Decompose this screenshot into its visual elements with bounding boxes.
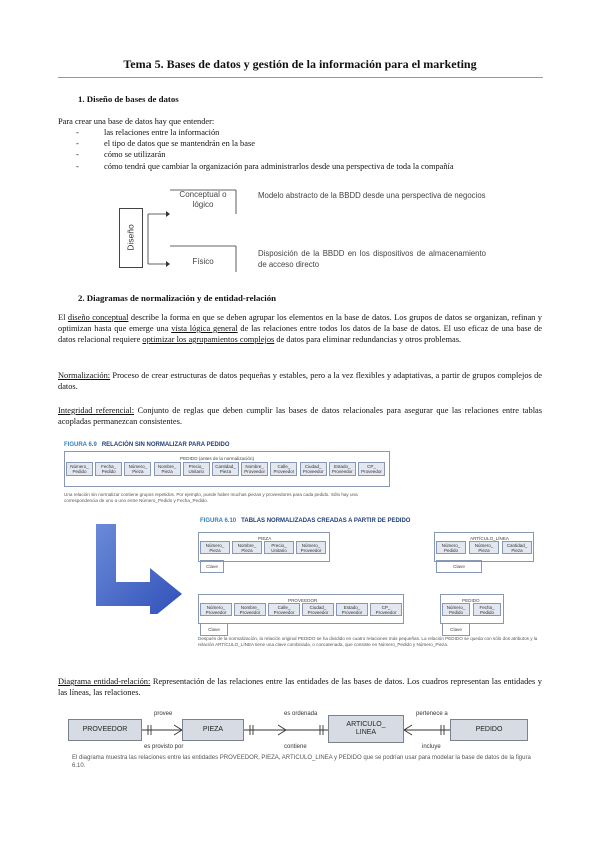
term-optimize: optimizar los agrupamientos complejos: [142, 335, 275, 344]
text: El: [58, 313, 68, 322]
figure-number: FIGURA 6.9: [64, 442, 97, 448]
er-caption: El diagrama muestra las relaciones entre las entidades PROVEEDOR, PIEZA, ARTICULO_LINEA y PEDIDO que se podrían usar para modelar la base de datos de la figura 6.10.: [72, 755, 531, 769]
term-conceptual-design: diseño conceptual: [67, 313, 129, 322]
figure-6-9-title: [64, 440, 229, 451]
list-item: - las relaciones entre la información: [58, 127, 454, 138]
design-diagram: [116, 186, 486, 276]
er-relation-es-ordenada: es ordenada: [284, 711, 318, 717]
text: Proceso de crear estructuras de datos pequeñas y estables, pero a la vez flexibles y adaptativas, a partir de grupos complejos de datos.: [58, 371, 542, 391]
er-entity-pedido: PEDIDO: [450, 719, 528, 741]
field-cell: Nombre_ Proveedor: [241, 462, 268, 476]
pedido-key: Clave: [442, 623, 470, 636]
text: Representación de las relaciones entre las entidades de las bases de datos. Los cuadros representan las entidades y las líneas, las relaciones.: [58, 677, 542, 697]
field-cell: Nombre_ Pieza: [154, 462, 181, 476]
conceptual-description: Modelo abstracto de la BBDD desde una perspectiva de negocios: [258, 191, 486, 200]
design-root-label: Diseño: [125, 224, 136, 251]
field-cell: Número_ Pedido: [442, 603, 470, 616]
field-cell: Estado_ Proveedor: [329, 462, 356, 476]
paragraph-normalization: [58, 370, 542, 392]
pedido-fields: [66, 462, 390, 478]
text: de las relaciones entre todos los datos de la base de datos. El uso eficaz de una base de datos relacional requiere: [58, 324, 542, 344]
er-relation-contiene: contiene: [284, 744, 307, 750]
er-line-articulo: [64, 706, 544, 756]
field-cell: Número_ Pedido: [436, 541, 466, 554]
field-cell: Precio_ Unitario: [183, 462, 210, 476]
paragraph-er-diagram: [58, 676, 542, 698]
normalization-arrow: [90, 524, 186, 614]
text: de datos para eliminar redundancias y otros problemas.: [274, 335, 462, 344]
er-relation-pertenece-a: pertenece a: [416, 711, 448, 717]
paragraph-design: [58, 312, 542, 345]
field-cell: CP_ Proveedor: [370, 603, 402, 616]
figure-number: FIGURA 6.10: [200, 518, 237, 524]
physical-label: Físico: [192, 257, 214, 266]
articulo-linea-label: ARTÍCULO_LÍNEA: [470, 536, 509, 541]
figure-6-9-caption: Una relación sin normalizar contiene grupos repetidos. Por ejemplo, puede haber muchas piezas y proveedores para cada pedido. Sólo hay una correspondencia de uno a uno entre Número_Pedido y Fecha_Pedido.: [64, 492, 358, 503]
field-cell: Ciudad_ Proveedor: [300, 462, 327, 476]
conceptual-label: Conceptual o lógico: [179, 190, 227, 209]
pedido-group-label: PEDIDO (antes de la normalización): [180, 456, 255, 461]
field-cell: Fecha_ Pedido: [95, 462, 122, 476]
section-2-heading: 2. Diagramas de normalización y de entidad-relación: [78, 293, 276, 303]
pedido-label: PEDIDO: [462, 598, 480, 603]
figure-title: TABLAS NORMALIZADAS CREADAS A PARTIR DE PEDIDO: [241, 518, 411, 524]
field-cell: Ciudad_ Proveedor: [302, 603, 334, 616]
document-title: Tema 5. Bases de datos y gestión de la información para el marketing: [123, 57, 477, 71]
er-relation-provee: provee: [154, 711, 173, 717]
proveedor-key: Clave: [200, 623, 228, 636]
figure-6-9: [60, 436, 550, 516]
figure-title: RELACIÓN SIN NORMALIZAR PARA PEDIDO: [101, 442, 230, 448]
pieza-label: PIEZA: [258, 536, 272, 541]
field-cell: Nombre_ Proveedor: [234, 603, 266, 616]
field-cell: Estado_ Proveedor: [336, 603, 368, 616]
field-cell: Cantidad_ Pieza: [502, 541, 532, 554]
articulo-linea-fields: [436, 541, 534, 555]
section-1-heading: 1. Diseño de bases de datos: [78, 94, 179, 104]
pedido-fields: [442, 603, 504, 617]
title-rule: [58, 77, 543, 78]
field-cell: Fecha_ Pedido: [473, 603, 501, 616]
section-1-intro: Para crear una base de datos hay que entender:: [58, 117, 215, 126]
term-referential-integrity: Integridad referencial:: [58, 406, 135, 415]
list-item: - cómo se utilizarán: [58, 149, 454, 160]
text: describe la forma en que se deben agrupar los elementos en la base de datos. Los grupos de datos se organizan, refinan y optimizan hasta que emerge una: [58, 313, 542, 333]
field-cell: Número_ Pieza: [124, 462, 151, 476]
proveedor-fields: [200, 603, 404, 617]
field-cell: Nombre_ Pieza: [232, 541, 262, 554]
er-diagram: [64, 706, 544, 772]
proveedor-label: PROVEEDOR: [288, 598, 318, 603]
pieza-fields: [200, 541, 330, 555]
text: Conjunto de reglas que deben cumplir las bases de datos relacionales para asegurar que las relaciones entre tablas acopladas permanezcan consistentes.: [58, 406, 542, 426]
field-cell: Calle_ Proveedor: [268, 603, 300, 616]
list-item: - el tipo de datos que se mantendrán en la base: [58, 138, 454, 149]
term-er-diagram: Diagrama entidad-relación:: [58, 677, 151, 686]
er-relation-incluye: incluye: [422, 744, 441, 750]
pieza-key: Clave: [200, 560, 224, 573]
field-cell: Calle_ Proveedor: [270, 462, 297, 476]
articulo-linea-key: Clave: [436, 560, 482, 573]
term-normalization: Normalización:: [58, 371, 111, 380]
field-cell: Número_ Proveedor: [200, 603, 232, 616]
field-cell: CP_ Proveedor: [358, 462, 385, 476]
figure-6-10: [90, 512, 550, 654]
field-cell: Número_ Pieza: [469, 541, 499, 554]
list-item: - cómo tendrá que cambiar la organización para administrarlos desde una perspectiva de toda la compañía: [58, 161, 454, 172]
field-cell: Precio_ Unitario: [264, 541, 294, 554]
er-entity-articulo-linea: ARTICULO_ LINEA: [328, 715, 404, 743]
term-logical-view: vista lógica general: [171, 324, 238, 333]
field-cell: Cantidad_ Pieza: [212, 462, 239, 476]
er-relation-es-provisto-por: es provisto por: [144, 744, 184, 750]
paragraph-integrity: [58, 405, 542, 427]
er-entity-pieza: PIEZA: [182, 719, 244, 741]
figure-6-10-caption: Después de la normalización, la relación original PEDIDO se ha dividido en cuatro relaciones más pequeñas. La relación PEDIDO se queda con sólo dos atributos y la relación ARTÍCULO_LÍNEA tiene una clave combinada, o concatenada, que consiste en Número_Pedido y Número_Pieza.: [198, 636, 538, 647]
figure-6-10-title: [200, 516, 410, 527]
field-cell: Número_ Proveedor: [296, 541, 326, 554]
requirements-list: [58, 127, 454, 172]
physical-description: Disposición de la BBDD en los dispositivos de almacenamiento de acceso directo: [258, 249, 486, 269]
field-cell: Número_ Pedido: [66, 462, 93, 476]
er-entity-proveedor: PROVEEDOR: [68, 719, 142, 741]
field-cell: Número_ Pieza: [200, 541, 230, 554]
